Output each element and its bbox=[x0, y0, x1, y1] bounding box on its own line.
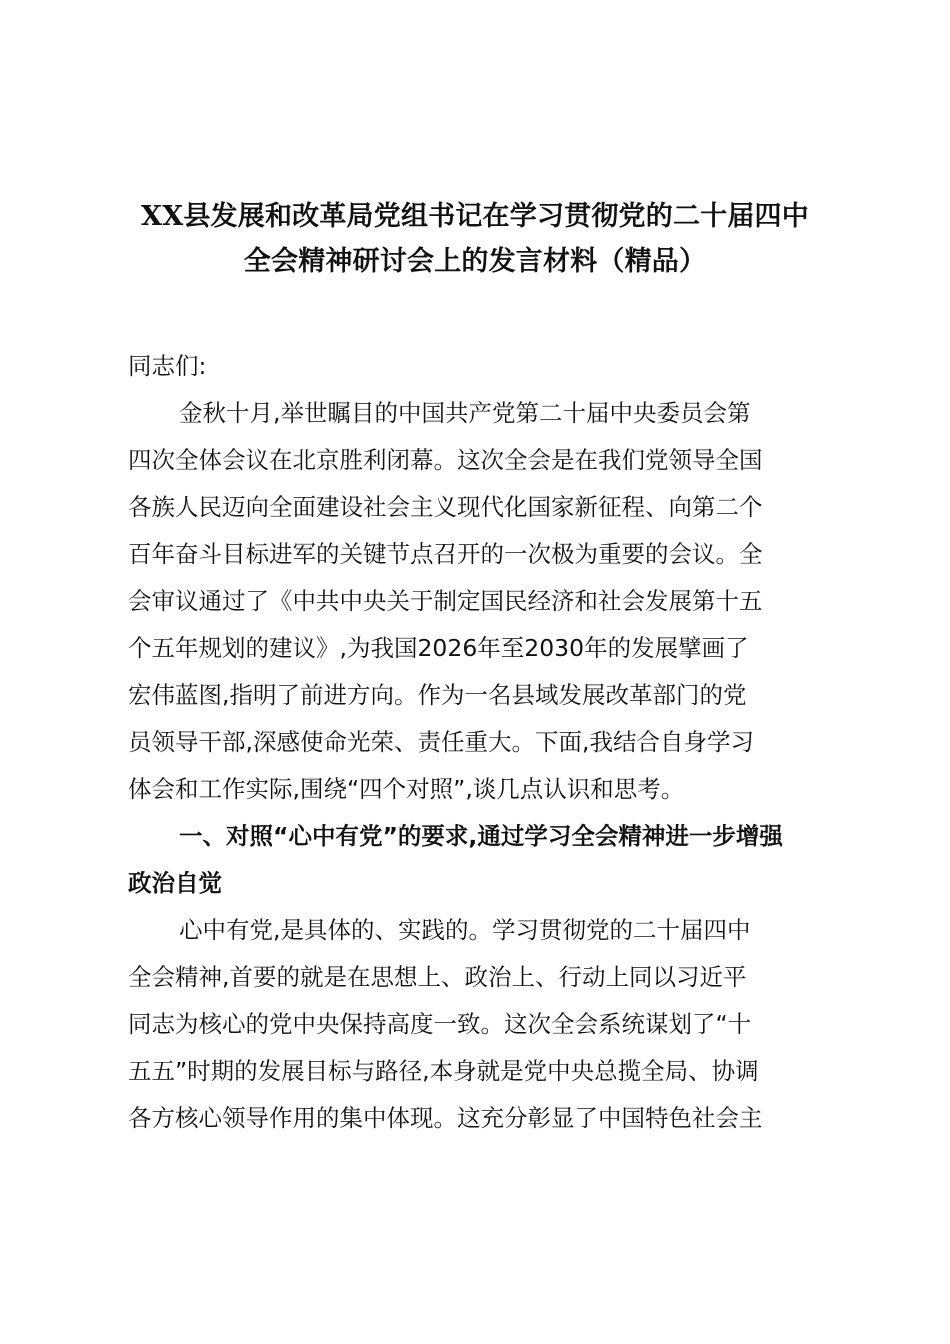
title-line: XX县发展和改革局党组书记在学习贯彻党的二十届四中 bbox=[141, 201, 809, 232]
text-line: 心中有党,是具体的、实践的。学习贯彻党的二十届四中 bbox=[179, 916, 751, 944]
text-line: 会审议通过了《中共中央关于制定国民经济和社会发展第十五 bbox=[128, 587, 763, 615]
salutation: 同志们: bbox=[128, 352, 207, 380]
title-line: 全会精神研讨会上的发言材料（精品） bbox=[243, 246, 707, 277]
text-line: 四次全体会议在北京胜利闭幕。这次全会是在我们党领导全国 bbox=[128, 446, 763, 474]
text-line: 百年奋斗目标进军的关键节点召开的一次极为重要的会议。全 bbox=[128, 540, 763, 568]
heading-line: 一、对照“心中有党”的要求,通过学习全会精神进一步增强 bbox=[179, 822, 783, 850]
text-line: 全会精神,首要的就是在思想上、政治上、行动上同以习近平 bbox=[128, 963, 747, 991]
text-line: 个五年规划的建议》,为我国2026年至2030年的发展擘画了 bbox=[128, 634, 749, 662]
text-line: 同志为核心的党中央保持高度一致。这次全会系统谋划了“十 bbox=[128, 1010, 752, 1038]
document-title bbox=[110, 194, 840, 284]
paragraph-section-1 bbox=[128, 907, 828, 1142]
section-heading-1 bbox=[128, 813, 828, 907]
text-line: 五五”时期的发展目标与路径,本身就是党中央总揽全局、协调 bbox=[128, 1057, 759, 1085]
heading-line: 政治自觉 bbox=[128, 869, 222, 897]
text-line: 金秋十月,举世瞩目的中国共产党第二十届中央委员会第 bbox=[179, 399, 751, 427]
text-line: 员领导干部,深感使命光荣、责任重大。下面,我结合自身学习 bbox=[128, 728, 754, 756]
text-line: 体会和工作实际,围绕“四个对照”,谈几点认识和思考。 bbox=[128, 775, 685, 803]
paragraph-intro bbox=[128, 390, 828, 813]
text-line: 各方核心领导作用的集中体现。这充分彰显了中国特色社会主 bbox=[128, 1104, 763, 1132]
document-body bbox=[128, 343, 828, 1142]
text-line: 宏伟蓝图,指明了前进方向。作为一名县域发展改革部门的党 bbox=[128, 681, 747, 709]
text-line: 各族人民迈向全面建设社会主义现代化国家新征程、向第二个 bbox=[128, 493, 763, 521]
